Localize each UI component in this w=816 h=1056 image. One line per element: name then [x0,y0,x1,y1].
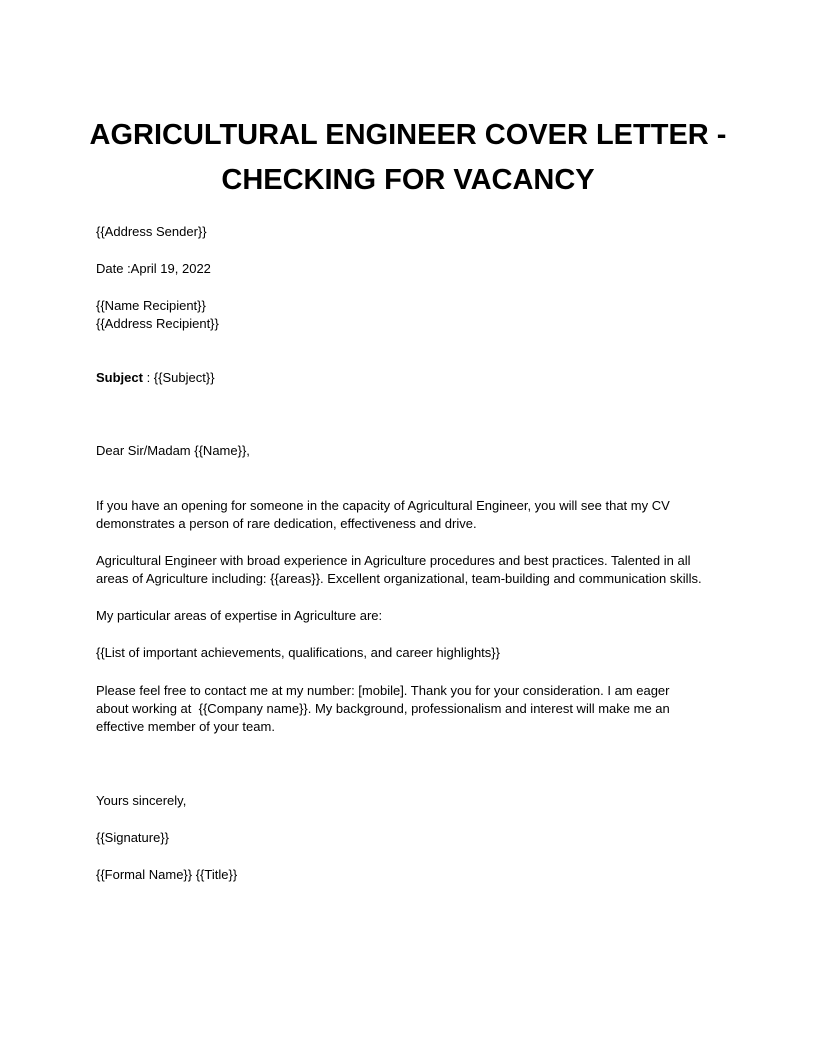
closing: Yours sincerely, [96,793,187,808]
paragraph-4: {{List of important achievements, qualifications, and career highlights}} [96,645,500,660]
address-sender: {{Address Sender}} [96,224,207,239]
address-recipient: {{Address Recipient}} [96,316,219,331]
signature: {{Signature}} [96,830,170,845]
document-title [60,113,756,203]
paragraph-1-line-1: If you have an opening for someone in the capacity of Agricultural Engineer, you will see that my CV [96,498,670,513]
salutation: Dear Sir/Madam {{Name}}, [96,443,250,458]
subject-value: : {{Subject}} [142,370,215,385]
paragraph-2-line-2: areas of Agriculture including: {{areas}}. Excellent organizational, team-building and communication skills. [96,571,702,586]
paragraph-2 [96,552,736,588]
paragraph-2-line-1: Agricultural Engineer with broad experience in Agriculture procedures and best practices. Talented in all [96,553,691,568]
title-line-2: CHECKING FOR VACANCY [221,164,595,196]
subject-label: Subject [96,370,143,385]
paragraph-5-line-2: about working at {{Company name}}. My background, professionalism and interest will make me an [96,701,670,716]
name-recipient: {{Name Recipient}} [96,298,206,313]
letter-date: Date :April 19, 2022 [96,261,211,276]
title-line-1: AGRICULTURAL ENGINEER COVER LETTER - [89,119,727,151]
paragraph-3: My particular areas of expertise in Agriculture are: [96,608,383,623]
paragraph-5-line-3: effective member of your team. [96,719,275,734]
formal-name: {{Formal Name}} {{Title}} [96,867,238,882]
subject-line [96,369,736,387]
paragraph-1-line-2: demonstrates a person of rare dedication, effectiveness and drive. [96,516,477,531]
paragraph-1 [96,497,736,533]
paragraph-5 [96,682,736,736]
paragraph-5-line-1: Please feel free to contact me at my number: [mobile]. Thank you for your consideration. I am eager [96,683,670,698]
